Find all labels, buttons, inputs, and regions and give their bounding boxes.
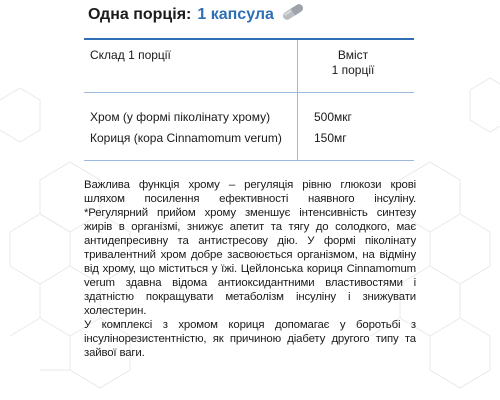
ingredient-amount: 500мкг — [314, 110, 352, 124]
ingredient-name: Хром (у формі піколінату хрому) — [90, 110, 271, 124]
product-description — [84, 178, 416, 360]
table-header-content-line2: 1 порції — [331, 63, 375, 77]
serving-size — [88, 4, 306, 26]
description-paragraph: Важлива функція хрому – регуляція рівню глюкози крові шляхом посилення ефективності наявного інсуліну. *Регулярний прийом хрому зменшує інтенсивність синтезу жирів в організмі, знижує апетит та тягу до солодкого, має антидепресивну та антистресову дію. У формі піколінату тривалентний хром добре засвоюється організмом, на відміну від хрому, що міститься у їжі. Цейлонська кориця Cinnamomum verum здавна відома антиоксидантними властивостями і здатністю покращувати метаболізм інсуліну і знижувати холестерин. — [84, 179, 416, 317]
table-header-content — [306, 48, 400, 78]
table-column-divider — [297, 40, 298, 160]
table-header-divider — [84, 92, 414, 93]
table-top-rule — [84, 38, 414, 40]
table-bottom-rule — [84, 160, 414, 161]
ingredient-name: Кориця (кора Cinnamomum verum) — [90, 131, 282, 145]
capsule-icon — [280, 4, 306, 26]
serving-value: 1 капсула — [197, 6, 274, 23]
table-header-composition: Склад 1 порції — [90, 48, 171, 62]
table-header-content-line1: Вміст — [337, 48, 369, 62]
ingredient-amount: 150мг — [314, 131, 347, 145]
serving-label: Одна порція: — [88, 6, 192, 23]
description-paragraph: У комплексі з хромом кориця допомагає у боротьбі з інсулінорезистентністю, як причиною діабету другого типу та зайвої ваги. — [84, 319, 416, 359]
